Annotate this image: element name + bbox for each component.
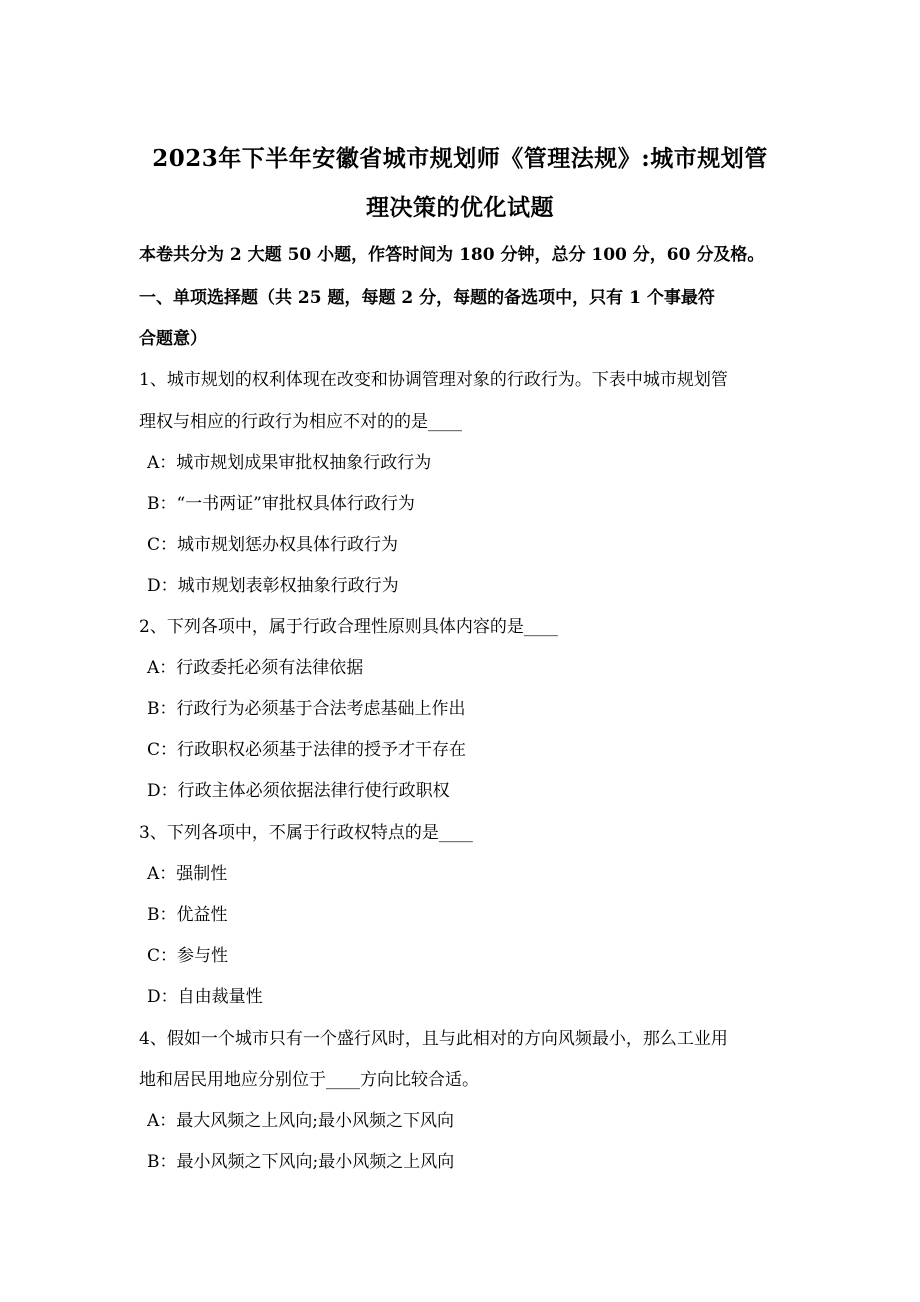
- question-4-stem-line-2: 地和居民用地应分别位于____方向比较合适。: [139, 1070, 479, 1090]
- question-3-option-c: C：参与性: [147, 946, 229, 966]
- question-2-option-a: A：行政委托必须有法律依据: [147, 658, 364, 678]
- question-1-option-d: D：城市规划表彰权抽象行政行为: [147, 576, 399, 596]
- question-2-option-c: C：行政职权必须基于法律的授予才干存在: [147, 740, 467, 760]
- question-3-stem: 3、下列各项中，不属于行政权特点的是____: [139, 823, 473, 843]
- document-title-line-2: 理决策的优化试题: [366, 194, 554, 221]
- question-1-option-a: A：城市规划成果审批权抽象行政行为: [147, 453, 432, 473]
- question-2-option-d: D：行政主体必须依据法律行使行政职权: [147, 781, 450, 801]
- section-heading-line-2: 合题意）: [139, 329, 207, 349]
- question-1-stem-line-1: 1、城市规划的权利体现在改变和协调管理对象的行政行为。下表中城市规划管: [139, 370, 728, 390]
- question-2-stem: 2、下列各项中，属于行政合理性原则具体内容的是____: [139, 617, 558, 637]
- question-1-stem-line-2: 理权与相应的行政行为相应不对的的是____: [139, 412, 462, 432]
- question-4-option-a: A：最大风频之上风向;最小风频之下风向: [147, 1111, 455, 1131]
- question-3-option-d: D：自由裁量性: [147, 987, 263, 1007]
- question-2-option-b: B：行政行为必须基于合法考虑基础上作出: [147, 699, 466, 719]
- question-4-option-b: B：最小风频之下风向;最小风频之上风向: [147, 1152, 455, 1172]
- exam-intro: 本卷共分为 2 大题 50 小题，作答时间为 180 分钟，总分 100 分，60 分及格。: [139, 245, 765, 265]
- document-title-line-1: 2023年下半年安徽省城市规划师《管理法规》:城市规划管: [152, 145, 768, 172]
- question-3-option-a: A：强制性: [147, 864, 228, 884]
- question-1-option-c: C：城市规划惩办权具体行政行为: [147, 535, 399, 555]
- question-3-option-b: B：优益性: [147, 905, 228, 925]
- question-1-option-b: B：“一书两证”审批权具体行政行为: [147, 494, 415, 514]
- question-4-stem-line-1: 4、假如一个城市只有一个盛行风时，且与此相对的方向风频最小，那么工业用: [139, 1029, 728, 1049]
- section-heading-line-1: 一、单项选择题（共 25 题，每题 2 分，每题的备选项中，只有 1 个事最符: [139, 288, 715, 308]
